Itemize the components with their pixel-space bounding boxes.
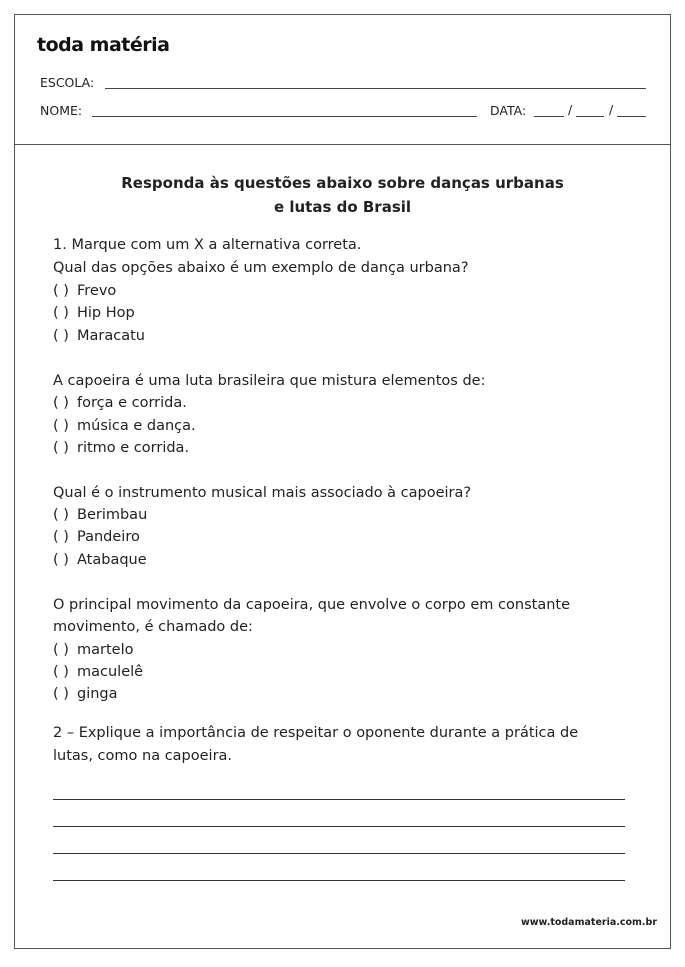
q2-option-3[interactable]: ( ) ritmo e corrida. xyxy=(53,437,189,459)
escola-label: ESCOLA: xyxy=(40,75,95,90)
answer-line[interactable] xyxy=(53,826,625,827)
q4-question-line-1: O principal movimento da capoeira, que envolve o corpo em constante xyxy=(53,597,570,613)
q3-option-2[interactable]: ( ) Pandeiro xyxy=(53,526,140,548)
q4-question-line-2: movimento, é chamado de: xyxy=(53,619,253,635)
checkbox-paren[interactable]: ( ) xyxy=(53,418,69,434)
nome-field[interactable] xyxy=(92,116,477,117)
q4-option-2[interactable]: ( ) maculelê xyxy=(53,661,143,683)
checkbox-paren[interactable]: ( ) xyxy=(53,686,69,702)
q1-option-1[interactable]: ( ) Frevo xyxy=(53,280,116,302)
checkbox-paren[interactable]: ( ) xyxy=(53,395,69,411)
q5-question-line-2: lutas, como na capoeira. xyxy=(53,748,233,764)
q2-option-1[interactable]: ( ) força e corrida. xyxy=(53,392,187,414)
escola-field[interactable] xyxy=(105,88,646,89)
answer-line[interactable] xyxy=(53,853,625,854)
q5-question-line-1: 2 – Explique a importância de respeitar o oponente durante a prática de xyxy=(53,725,579,741)
date-year-field[interactable] xyxy=(617,116,646,117)
q1-option-2[interactable]: ( ) Hip Hop xyxy=(53,302,135,324)
checkbox-paren[interactable]: ( ) xyxy=(53,529,69,545)
title-line-2: e lutas do Brasil xyxy=(273,198,412,216)
nome-label: NOME: xyxy=(40,103,83,118)
checkbox-paren[interactable]: ( ) xyxy=(53,664,69,680)
q4-option-1[interactable]: ( ) martelo xyxy=(53,639,133,661)
date-separator-2: / xyxy=(609,102,614,117)
date-separator-1: / xyxy=(568,102,573,117)
q4-option-3[interactable]: ( ) ginga xyxy=(53,683,118,705)
answer-line[interactable] xyxy=(53,799,625,800)
data-label: DATA: xyxy=(490,103,527,118)
checkbox-paren[interactable]: ( ) xyxy=(53,305,69,321)
q1-option-3[interactable]: ( ) Maracatu xyxy=(53,325,145,347)
q2-option-2[interactable]: ( ) música e dança. xyxy=(53,415,196,437)
q1-question: Qual das opções abaixo é um exemplo de dança urbana? xyxy=(53,260,469,276)
title-line-1: Responda às questões abaixo sobre danças urbanas xyxy=(121,174,564,192)
date-day-field[interactable] xyxy=(534,116,564,117)
checkbox-paren[interactable]: ( ) xyxy=(53,552,69,568)
brand-logo: toda matéria xyxy=(37,34,170,56)
checkbox-paren[interactable]: ( ) xyxy=(53,283,69,299)
header-box xyxy=(15,15,670,145)
q2-question: A capoeira é uma luta brasileira que mistura elementos de: xyxy=(53,373,486,389)
date-month-field[interactable] xyxy=(576,116,604,117)
checkbox-paren[interactable]: ( ) xyxy=(53,440,69,456)
q3-option-1[interactable]: ( ) Berimbau xyxy=(53,504,147,526)
checkbox-paren[interactable]: ( ) xyxy=(53,642,69,658)
answer-line[interactable] xyxy=(53,880,625,881)
checkbox-paren[interactable]: ( ) xyxy=(53,507,69,523)
checkbox-paren[interactable]: ( ) xyxy=(53,328,69,344)
q3-option-3[interactable]: ( ) Atabaque xyxy=(53,549,147,571)
q1-intro: 1. Marque com um X a alternativa correta. xyxy=(53,237,362,253)
footer-url: www.todamateria.com.br xyxy=(520,917,657,928)
q3-question: Qual é o instrumento musical mais associado à capoeira? xyxy=(53,485,472,501)
worksheet xyxy=(14,14,671,949)
